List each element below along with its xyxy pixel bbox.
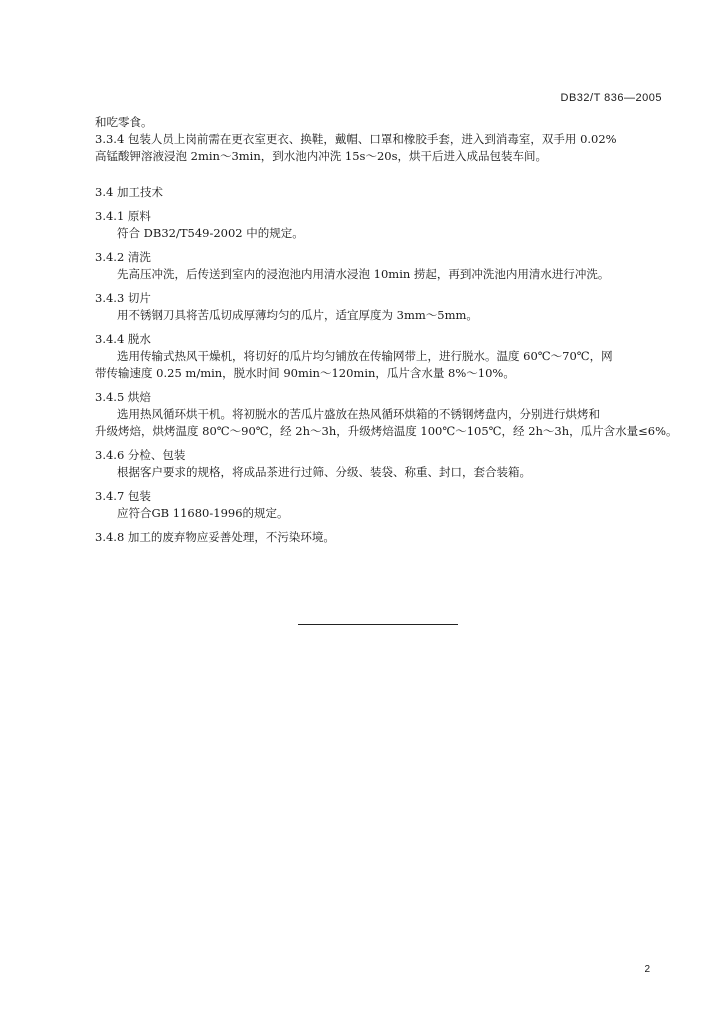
section-body: 根据客户要求的规格，将成品茶进行过筛、分级、装袋、称重、封口，套合装箱。: [117, 465, 531, 479]
section-body: 应符合GB 11680-1996的规定。: [117, 506, 289, 520]
document-body: [95, 114, 678, 546]
section-body: 带传输速度 0.25 m/min，脱水时间 90min～120min，瓜片含水量 8%～10%。: [95, 366, 515, 380]
section-heading: 3.4.6 分检、包装: [95, 448, 186, 462]
section-heading: 3.4 加工技术: [95, 185, 163, 199]
document-code: DB32/T 836—2005: [560, 92, 662, 104]
section-heading: 3.4.7 包装: [95, 489, 151, 503]
text-line: 高锰酸钾溶液浸泡 2min～3min，到水池内冲洗 15s～20s，烘干后进入成品包装车间。: [95, 149, 547, 163]
section-body: 选用传输式热风干燥机，将切好的瓜片均匀铺放在传输网带上，进行脱水。温度 60℃～70℃，网: [117, 349, 613, 363]
section-body: 升级烤焙，烘烤温度 80℃～90℃，经 2h～3h，升级烤焙温度 100℃～105℃，经 2h～3h，瓜片含水量≤6%。: [95, 424, 678, 438]
section-body: 符合 DB32/T549-2002 中的规定。: [117, 226, 304, 240]
text-line: 3.3.4 包装人员上岗前需在更衣室更衣、换鞋，戴帽、口罩和橡胶手套，进入到消毒室，双手用 0.02%: [95, 132, 617, 146]
section-heading: 3.4.1 原料: [95, 209, 151, 223]
section-body: 用不锈钢刀具将苦瓜切成厚薄均匀的瓜片，适宜厚度为 3mm～5mm。: [117, 308, 478, 322]
section-heading: 3.4.2 清洗: [95, 250, 151, 264]
section-heading: 3.4.4 脱水: [95, 332, 151, 346]
text-line: 和吃零食。: [95, 115, 153, 129]
section-body: 选用热风循环烘干机。将初脱水的苦瓜片盛放在热风循环烘箱的不锈钢烤盘内，分别进行烘烤和: [117, 407, 600, 421]
end-rule: [298, 624, 458, 625]
section-heading: 3.4.3 切片: [95, 291, 151, 305]
section-heading: 3.4.8 加工的废弃物应妥善处理，不污染环境。: [95, 530, 335, 544]
section-heading: 3.4.5 烘焙: [95, 390, 151, 404]
section-body: 先高压冲洗，后传送到室内的浸泡池内用清水浸泡 10min 捞起，再到冲洗池内用清水进行冲洗。: [117, 267, 610, 281]
page-number: 2: [644, 964, 650, 975]
